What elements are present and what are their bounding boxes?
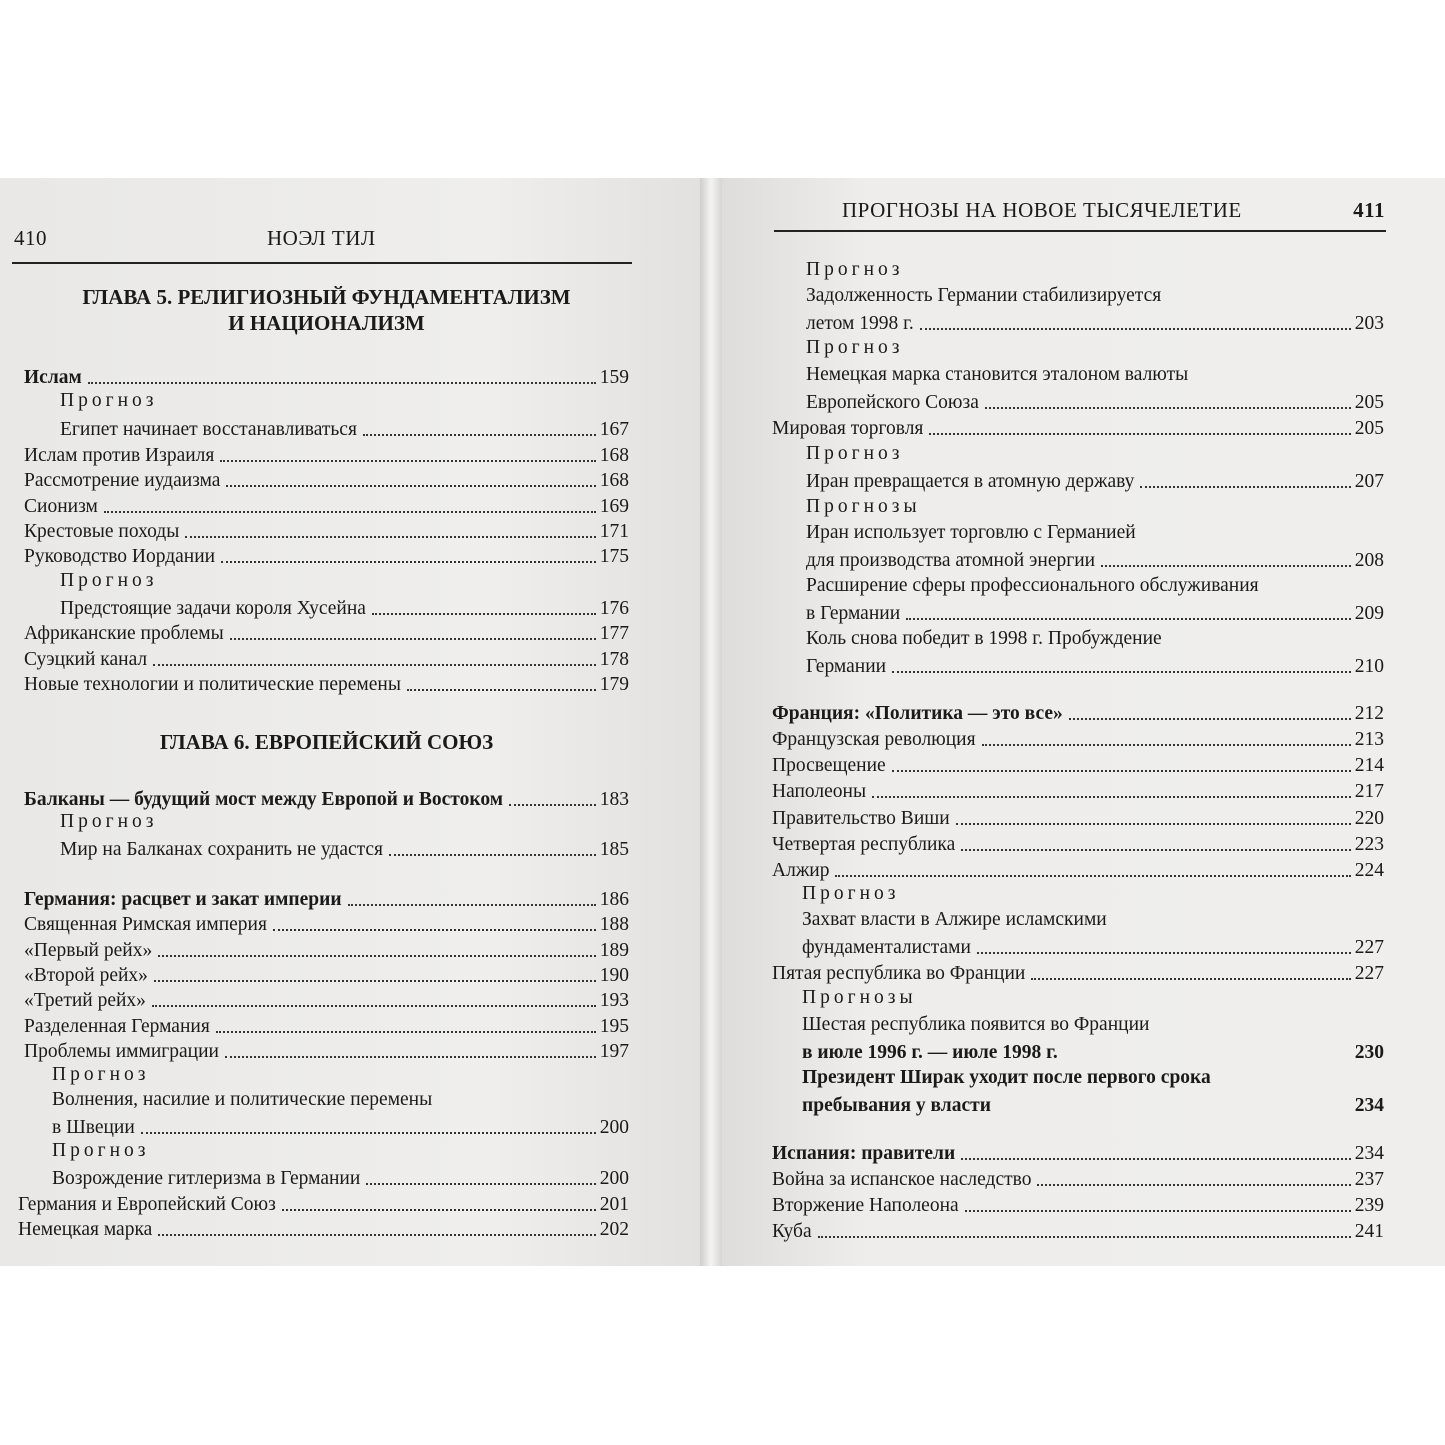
page-number: 410 [14, 226, 47, 250]
left-page [0, 178, 700, 1266]
page-number: 411 [1353, 198, 1385, 222]
toc-entry-line: Немецкая марка становится эталоном валюты [806, 364, 1189, 385]
right-page [722, 178, 1445, 1266]
toc-entry[interactable]: Просвещение 214 [772, 755, 1384, 776]
header-rule [12, 262, 632, 264]
toc-entry[interactable]: Священная Римская империя 188 [24, 914, 629, 935]
toc-entry-line: Расширение сферы профессионального обслуживания [806, 575, 1259, 596]
toc-entry[interactable]: Сионизм 169 [24, 496, 629, 517]
right-page-header [770, 198, 1385, 228]
toc-entry-line: Коль снова победит в 1998 г. Пробуждение [806, 628, 1162, 649]
chapter-title: И НАЦИОНАЛИЗМ [228, 311, 425, 335]
toc-entry[interactable]: Мировая торговля 205 [772, 418, 1384, 439]
toc-entry[interactable]: Германия: расцвет и закат империи 186 [24, 889, 629, 910]
forecast-label: Прогноз [52, 1064, 150, 1085]
toc-entry[interactable]: Возрождение гитлеризма в Германии 200 [52, 1168, 629, 1189]
toc-entry[interactable]: Разделенная Германия 195 [24, 1016, 629, 1037]
running-title: НОЭЛ ТИЛ [267, 226, 376, 250]
toc-entry[interactable]: Германии 210 [806, 656, 1384, 677]
toc-entry[interactable]: фундаменталистами 227 [802, 937, 1384, 958]
forecast-label: Прогноз [806, 259, 904, 280]
toc-entry[interactable]: летом 1998 г. 203 [806, 313, 1384, 334]
toc-entry-line: Волнения, насилие и политические перемены [52, 1089, 433, 1110]
toc-entry[interactable]: Крестовые походы 171 [24, 521, 629, 542]
toc-entry[interactable]: Алжир 224 [772, 860, 1384, 881]
toc-entry[interactable]: Ислам против Израиля 168 [24, 445, 629, 466]
toc-entry[interactable]: Ислам 159 [24, 367, 629, 388]
toc-entry[interactable]: Куба 241 [772, 1221, 1384, 1242]
book-gutter [700, 178, 722, 1266]
running-title: ПРОГНОЗЫ НА НОВОЕ ТЫСЯЧЕЛЕТИЕ [842, 198, 1242, 222]
toc-entry[interactable]: «Второй рейх» 190 [24, 965, 629, 986]
toc-entry[interactable]: для производства атомной энергии 208 [806, 550, 1384, 571]
chapter-title: ГЛАВА 5. РЕЛИГИОЗНЫЙ ФУНДАМЕНТАЛИЗМ [82, 285, 571, 309]
toc-entry[interactable]: Германия и Европейский Союз 201 [18, 1194, 629, 1215]
chapter-title: ГЛАВА 6. ЕВРОПЕЙСКИЙ СОЮЗ [159, 730, 494, 754]
toc-entry[interactable]: «Третий рейх» 193 [24, 990, 629, 1011]
forecast-label: Прогноз [806, 443, 904, 464]
forecast-label: Прогноз [60, 811, 158, 832]
toc-entry[interactable]: Четвертая республика 223 [772, 834, 1384, 855]
toc-entry[interactable]: Предстоящие задачи короля Хусейна 176 [60, 598, 629, 619]
forecast-label: Прогнозы [802, 987, 917, 1008]
header-rule [774, 230, 1386, 232]
toc-entry[interactable]: Европейского Союза 205 [806, 392, 1384, 413]
forecast-label: Прогноз [52, 1140, 150, 1161]
toc-entry[interactable]: Новые технологии и политические перемены 179 [24, 674, 629, 695]
toc-entry[interactable]: Франция: «Политика — это все» 212 [772, 703, 1384, 724]
toc-entry[interactable]: Наполеоны 217 [772, 781, 1384, 802]
forecast-label: Прогноз [60, 390, 158, 411]
toc-entry[interactable]: Пятая республика во Франции 227 [772, 963, 1384, 984]
toc-entry[interactable]: «Первый рейх» 189 [24, 940, 629, 961]
toc-entry[interactable]: Правительство Виши 220 [772, 808, 1384, 829]
forecast-label: Прогноз [802, 883, 900, 904]
toc-entry[interactable]: Война за испанское наследство 237 [772, 1169, 1384, 1190]
toc-entry[interactable]: Африканские проблемы 177 [24, 623, 629, 644]
toc-entry-line: Захват власти в Алжире исламскими [802, 909, 1107, 930]
toc-entry[interactable]: Египет начинает восстанавливаться 167 [60, 419, 629, 440]
toc-entry-line: Иран использует торговлю с Германией [806, 522, 1136, 543]
toc-entry[interactable]: Балканы — будущий мост между Европой и Востоком 183 [24, 789, 629, 810]
toc-entry-line: Задолженность Германии стабилизируется [806, 285, 1162, 306]
toc-entry[interactable]: в Швеции 200 [52, 1117, 629, 1138]
forecast-label: Прогнозы [806, 496, 921, 517]
toc-entry[interactable]: Проблемы иммиграции 197 [24, 1041, 629, 1062]
toc-entry[interactable]: Французская революция 213 [772, 729, 1384, 750]
forecast-label: Прогноз [60, 570, 158, 591]
toc-entry[interactable]: Руководство Иордании 175 [24, 546, 629, 567]
toc-entry[interactable]: пребывания у власти 234 [802, 1095, 1384, 1116]
toc-entry[interactable]: Мир на Балканах сохранить не удастся 185 [60, 839, 629, 860]
toc-entry[interactable]: Вторжение Наполеона 239 [772, 1195, 1384, 1216]
toc-entry[interactable]: Рассмотрение иудаизма 168 [24, 470, 629, 491]
toc-entry[interactable]: Испания: правители 234 [772, 1143, 1384, 1164]
toc-entry-line: Президент Ширак уходит после первого срока [802, 1067, 1211, 1088]
toc-entry[interactable]: в Германии 209 [806, 603, 1384, 624]
forecast-label: Прогноз [806, 337, 904, 358]
toc-entry[interactable]: Суэцкий канал 178 [24, 649, 629, 670]
left-page-header [14, 222, 630, 252]
toc-entry[interactable]: в июле 1996 г. — июле 1998 г. 230 [802, 1042, 1384, 1063]
toc-entry-line: Шестая республика появится во Франции [802, 1014, 1150, 1035]
toc-entry[interactable]: Немецкая марка 202 [18, 1219, 629, 1240]
toc-entry[interactable]: Иран превращается в атомную державу 207 [806, 471, 1384, 492]
